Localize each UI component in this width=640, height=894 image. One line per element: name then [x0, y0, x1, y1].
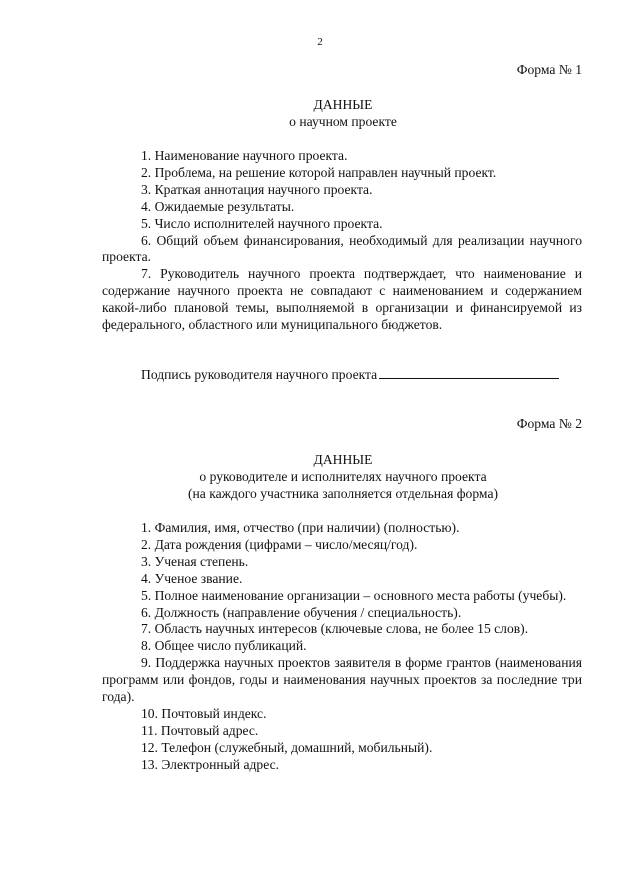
form-1-subtitle: о научном проекте	[289, 114, 397, 129]
form-2-item: 6. Должность (направление обучения / специальность).	[141, 604, 462, 620]
form-2-subtitle-line-2: (на каждого участника заполняется отдельная форма)	[187, 486, 498, 501]
signature-field	[379, 366, 559, 379]
form-1-item: 1. Наименование научного проекта.	[141, 148, 348, 163]
form-2-item: 10. Почтовый индекс.	[141, 705, 267, 721]
form-2-item: 5. Полное наименование организации – основного места работы (учебы).	[141, 587, 567, 603]
form-2-item: 2. Дата рождения (цифрами – число/месяц/год).	[141, 536, 418, 552]
form-1-label: Форма № 1	[516, 62, 582, 77]
form-2-item-list	[102, 520, 582, 774]
form-2-item: 9. Поддержка научных проектов заявителя в форме грантов (наименования программ или фондов, годы и наименования научных проектов за последние три года).	[102, 655, 582, 705]
form-2-item: 12. Телефон (служебный, домашний, мобильный).	[141, 739, 433, 755]
page-number: 2	[317, 36, 323, 48]
form-1-item: 5. Число исполнителей научного проекта.	[141, 215, 383, 231]
form-1-item: 4. Ожидаемые результаты.	[141, 198, 295, 214]
form-2-item: 13. Электронный адрес.	[141, 756, 280, 772]
form-2-subtitle-line-1: о руководителе и исполнителях научного проекта	[199, 469, 487, 484]
form-2-title: ДАННЫЕ	[313, 452, 373, 467]
form-2-item: 3. Ученая степень.	[141, 553, 249, 569]
form-1-item: 6. Общий объем финансирования, необходимый для реализации научного проекта.	[102, 232, 582, 265]
form-1-item-list	[102, 148, 582, 334]
signature-label: Подпись руководителя научного проекта	[141, 367, 378, 382]
form-2-label: Форма № 2	[516, 416, 582, 431]
signature-line-row	[141, 366, 559, 384]
form-1-item: 2. Проблема, на решение которой направлен научный проект.	[141, 164, 497, 180]
form-1-item: 3. Краткая аннотация научного проекта.	[141, 181, 373, 197]
form-2-item: 8. Общее число публикаций.	[141, 638, 307, 654]
form-2-item: 11. Почтовый адрес.	[141, 722, 259, 738]
form-2-item: 4. Ученое звание.	[141, 570, 243, 586]
form-1-item: 7. Руководитель научного проекта подтверждает, что наименование и содержание научного проекта не совпадают с наименованием и содержанием какой-либо плановой темы, выполняемой в организации и финансируемой из федерального, областного или муниципального бюджетов.	[102, 266, 582, 333]
form-2-item: 7. Область научных интересов (ключевые слова, не более 15 слов).	[141, 621, 529, 637]
form-2-item: 1. Фамилия, имя, отчество (при наличии) (полностью).	[141, 520, 460, 535]
form-1-title: ДАННЫЕ	[313, 97, 373, 112]
